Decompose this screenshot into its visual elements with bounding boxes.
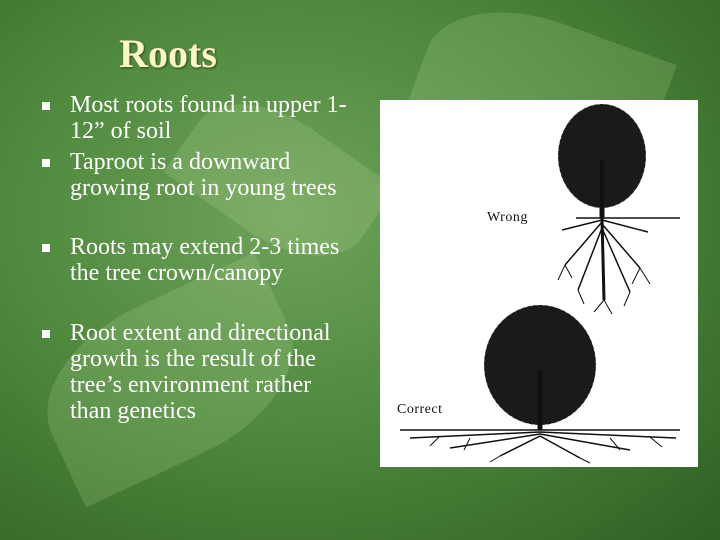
correct-label: Correct bbox=[397, 402, 443, 417]
wrong-label: Wrong bbox=[487, 210, 528, 225]
bullet-item bbox=[38, 234, 348, 320]
bullet-marker-icon bbox=[42, 244, 50, 252]
slide-title: Roots bbox=[119, 31, 217, 76]
bullet-text: Taproot is a downward growing root in young trees bbox=[70, 149, 337, 201]
bullet-text: Root extent and directional growth is the result of the tree’s environment rather than genetics bbox=[70, 320, 331, 424]
bullet-item bbox=[38, 149, 348, 234]
wrong-tree-icon bbox=[558, 104, 680, 314]
bullet-item bbox=[38, 320, 348, 424]
bullet-item bbox=[38, 92, 348, 149]
bullet-text: Roots may extend 2-3 times the tree crown/canopy bbox=[70, 234, 340, 286]
bullet-marker-icon bbox=[42, 159, 50, 167]
bullet-marker-icon bbox=[42, 102, 50, 110]
root-diagram-figure bbox=[380, 100, 698, 467]
correct-tree-icon bbox=[400, 305, 680, 463]
bullet-text: Most roots found in upper 1-12” of soil bbox=[70, 92, 347, 144]
bullet-marker-icon bbox=[42, 330, 50, 338]
bullet-list bbox=[38, 92, 348, 424]
